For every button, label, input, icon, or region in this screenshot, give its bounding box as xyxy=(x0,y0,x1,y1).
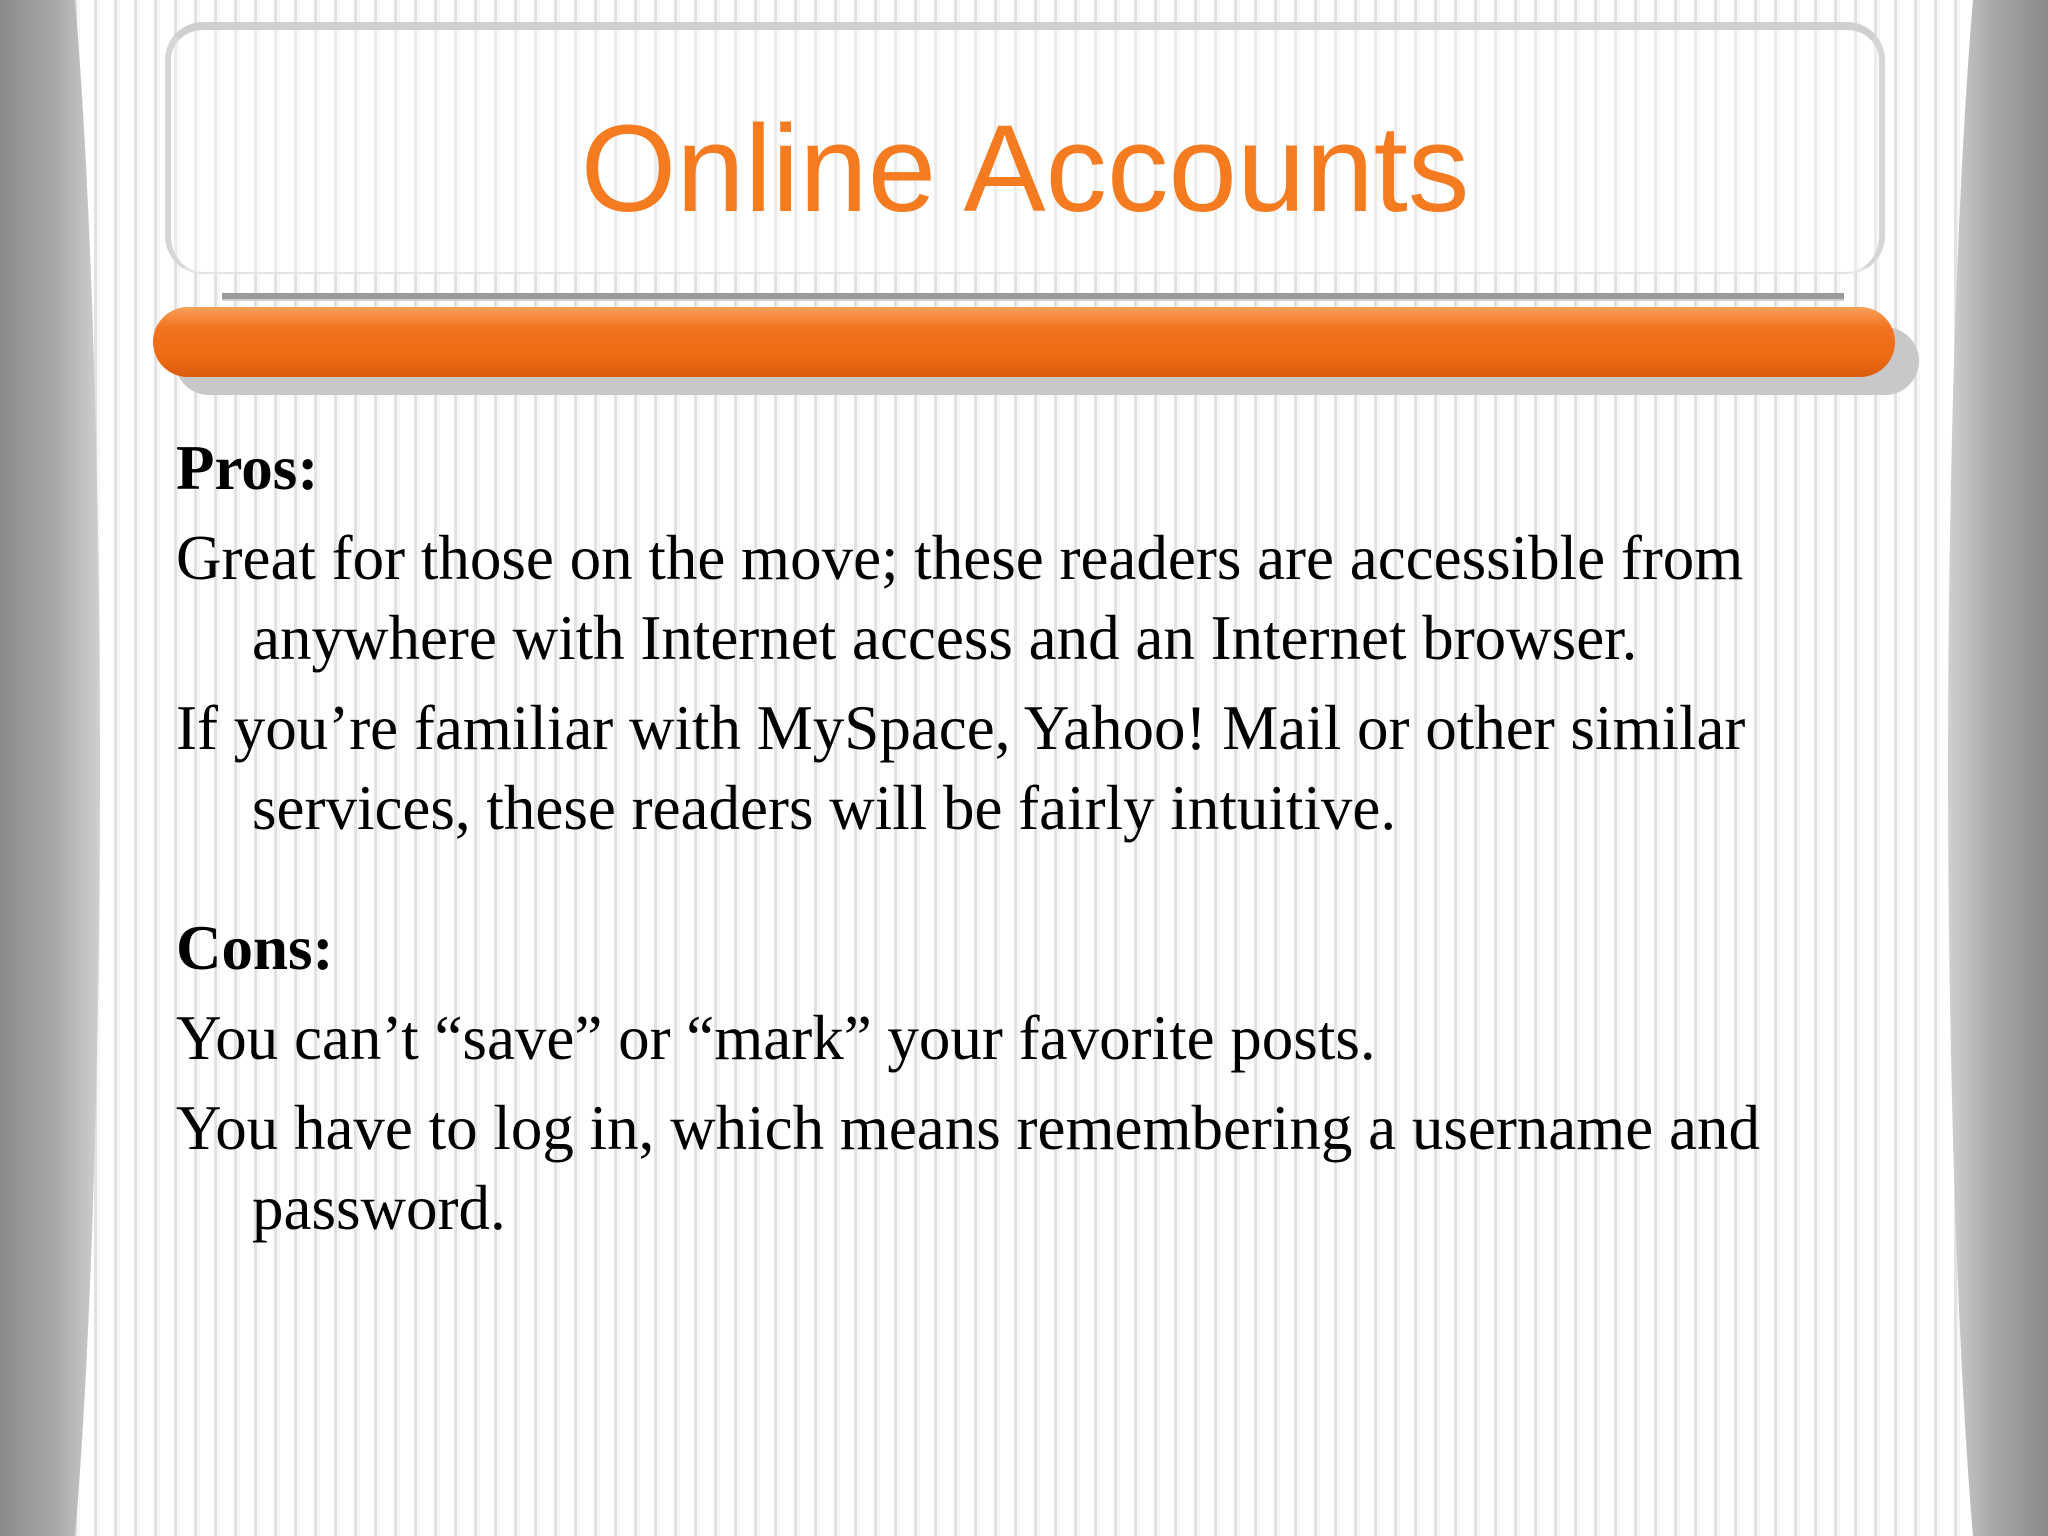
slide-body xyxy=(176,428,1896,1258)
slide-title: Online Accounts xyxy=(580,101,1470,238)
pros-item: Great for those on the move; these readers are accessible from anywhere with Internet access and an Internet browser. xyxy=(176,523,1744,673)
pros-heading: Pros: xyxy=(176,433,319,503)
title-divider xyxy=(222,293,1844,301)
right-curtain-decoration xyxy=(1948,0,2048,1536)
cons-heading: Cons: xyxy=(176,913,334,983)
cons-item: You can’t “save” or “mark” your favorite posts. xyxy=(176,1003,1376,1073)
pros-item: If you’re familiar with MySpace, Yahoo! Mail or other similar services, these readers will be fairly intuitive. xyxy=(176,693,1746,843)
cons-item: You have to log in, which means remembering a username and password. xyxy=(176,1093,1760,1243)
left-curtain-decoration xyxy=(0,0,100,1536)
accent-bar xyxy=(153,307,1895,377)
